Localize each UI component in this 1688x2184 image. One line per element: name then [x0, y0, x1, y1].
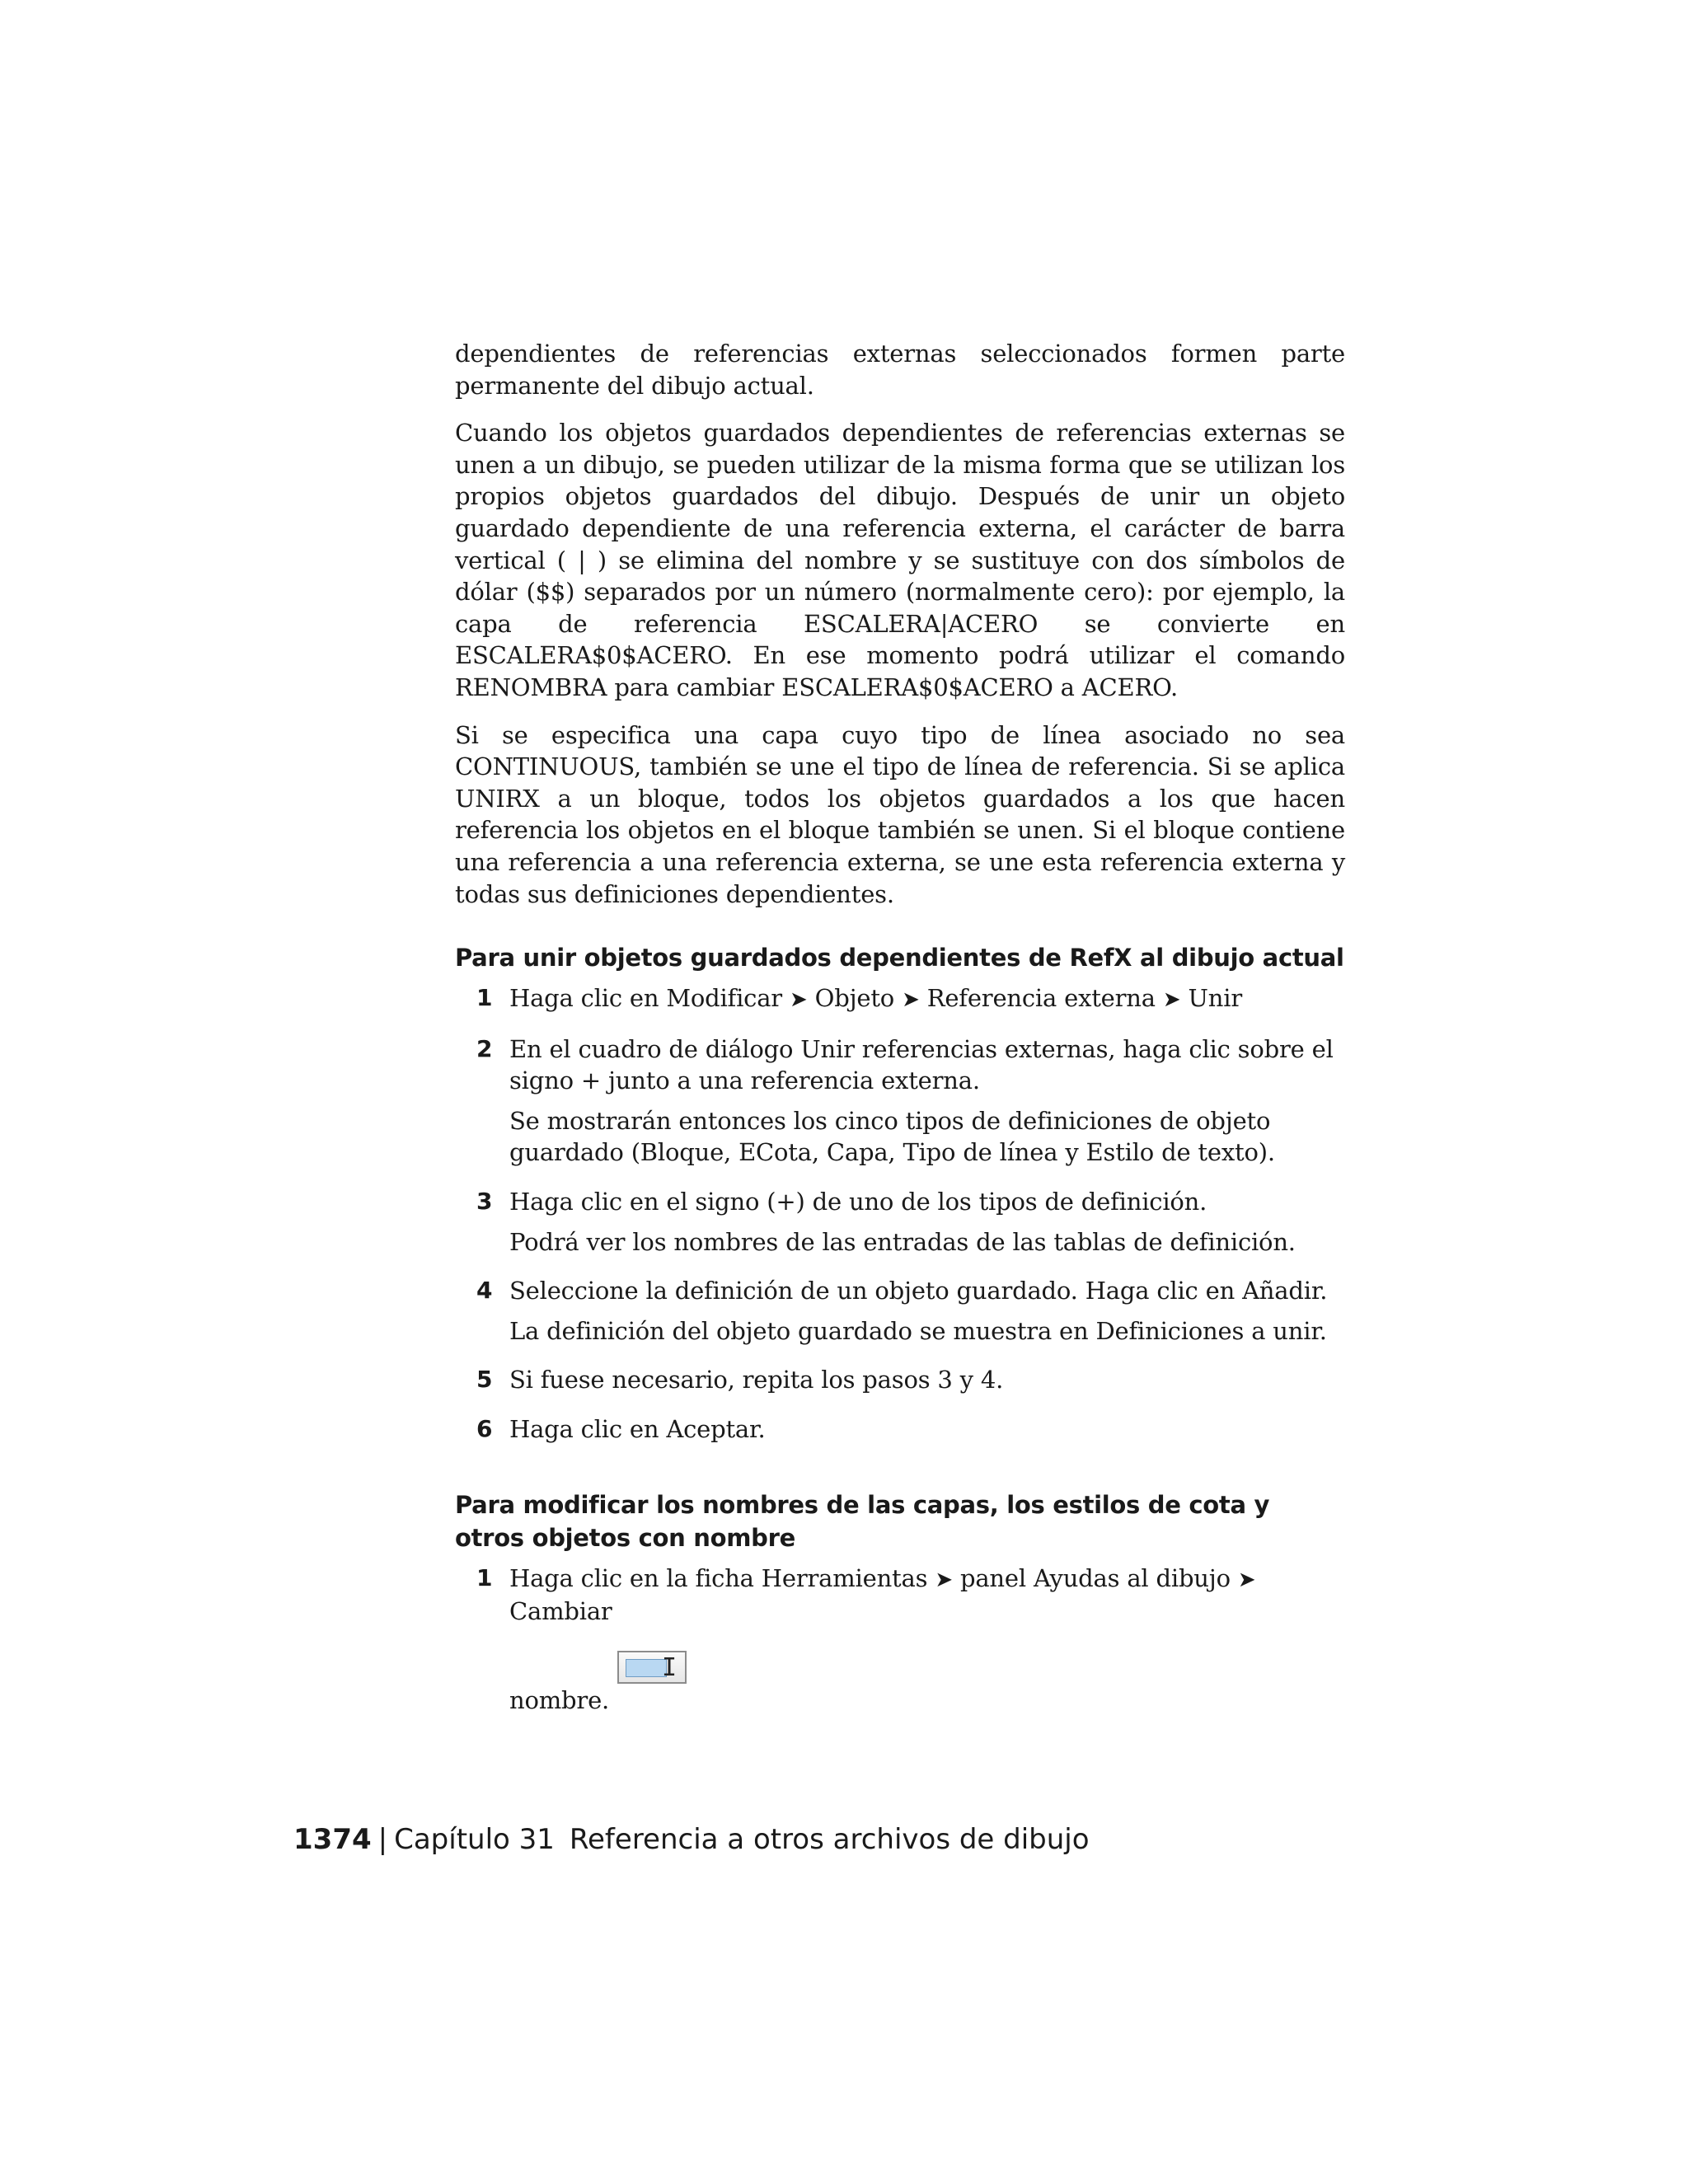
step-text: Seleccione la definición de un objeto guardado. Haga clic en Añadir. — [509, 1277, 1328, 1305]
procedure-step — [455, 1275, 1345, 1347]
step-number: 3 — [476, 1188, 493, 1216]
menu-path-item: panel Ayudas al dibujo — [959, 1563, 1231, 1592]
chapter-label: Capítulo 31 — [394, 1823, 555, 1856]
step-text: Si fuese necesario, repita los pasos 3 y 4. — [509, 1366, 1004, 1394]
menu-path-item: Objeto — [814, 984, 895, 1013]
menu-path-item: Cambiar — [509, 1597, 612, 1626]
step-note: La definición del objeto guardado se muestra en Definiciones a unir. — [509, 1316, 1327, 1345]
menu-path-item: Haga clic en la ficha Herramientas — [509, 1563, 928, 1592]
body-paragraph: Cuando los objetos guardados dependientes de referencias externas se unen a un dibujo, se pueden utilizar de la misma forma que se utilizan los propios objetos guardados del dibujo. Después de unir un objeto guardado dependiente de una referencia externa, el carácter de barra vertical ( | ) se elimina del nombre y se sustituye con dos símbolos de dólar ($$) separados por un número (normalmente cero): por ejemplo, la capa de referencia ESCALERA|ACERO se convierte en ESCALERA$0$ACERO. En ese momento podrá utilizar el comando RENOMBRA para cambiar ESCALERA$0$ACERO a ACERO. — [455, 419, 1345, 701]
step-text: Haga clic en Aceptar. — [509, 1415, 766, 1444]
body-paragraph: dependientes de referencias externas seleccionados formen parte permanente del dibujo actual. — [455, 340, 1345, 400]
step-number: 6 — [476, 1415, 493, 1443]
menu-arrow-icon: ➤ — [1162, 987, 1181, 1013]
menu-path-item: Haga clic en Modificar — [509, 984, 782, 1013]
page-number: 1374 — [293, 1823, 372, 1856]
procedure-step — [455, 982, 1345, 1016]
menu-path-item: nombre. — [509, 1685, 610, 1714]
text-cursor-icon: I — [662, 1652, 677, 1682]
step-note: Podrá ver los nombres de las entradas de las tablas de definición. — [509, 1227, 1296, 1256]
menu-path-item: Unir — [1188, 984, 1242, 1013]
procedure-heading: Para modificar los nombres de las capas, los estilos de cota y otros objetos con nombre — [455, 1490, 1270, 1552]
menu-arrow-icon: ➤ — [935, 1567, 953, 1592]
procedure-step — [455, 1563, 1345, 1717]
step-note: Se mostrarán entonces los cinco tipos de definiciones de objeto guardado (Bloque, ECota, Capa, Tipo de línea y Estilo de texto). — [509, 1106, 1275, 1167]
step-number: 1 — [476, 1563, 493, 1591]
step-text: En el cuadro de diálogo Unir referencias externas, haga clic sobre el signo + junto a una referencia externa. — [509, 1034, 1334, 1095]
page-content — [455, 338, 1345, 1733]
step-number: 5 — [476, 1366, 493, 1394]
menu-arrow-icon: ➤ — [902, 987, 920, 1013]
procedure-heading: Para unir objetos guardados dependientes de RefX al dibujo actual — [455, 944, 1344, 972]
procedure-step — [455, 1186, 1345, 1258]
procedure-step — [455, 1413, 1345, 1446]
chapter-title: Referencia a otros archivos de dibujo — [569, 1823, 1090, 1856]
step-text: Haga clic en el signo (+) de uno de los tipos de definición. — [509, 1188, 1207, 1216]
procedure-step — [455, 1364, 1345, 1396]
rename-icon — [617, 1651, 687, 1684]
footer-separator: | — [377, 1823, 388, 1856]
menu-path-item: Referencia externa — [926, 984, 1156, 1013]
menu-arrow-icon: ➤ — [790, 987, 808, 1013]
page-footer — [293, 1821, 1090, 1858]
step-number: 4 — [476, 1277, 493, 1305]
procedure-step — [455, 1033, 1345, 1169]
step-number: 2 — [476, 1034, 493, 1062]
step-number: 1 — [476, 984, 493, 1012]
step-text — [509, 982, 1345, 1016]
step-text — [509, 1563, 1345, 1717]
body-paragraph: Si se especifica una capa cuyo tipo de línea asociado no sea CONTINUOUS, también se une el tipo de línea de referencia. Si se aplica UNIRX a un bloque, todos los objetos guardados a los que hacen referencia los objetos en el bloque también se unen. Si el bloque contiene una referencia a una referencia externa, se une esta referencia externa y todas sus definiciones dependientes. — [455, 720, 1345, 908]
menu-arrow-icon: ➤ — [1237, 1567, 1256, 1592]
